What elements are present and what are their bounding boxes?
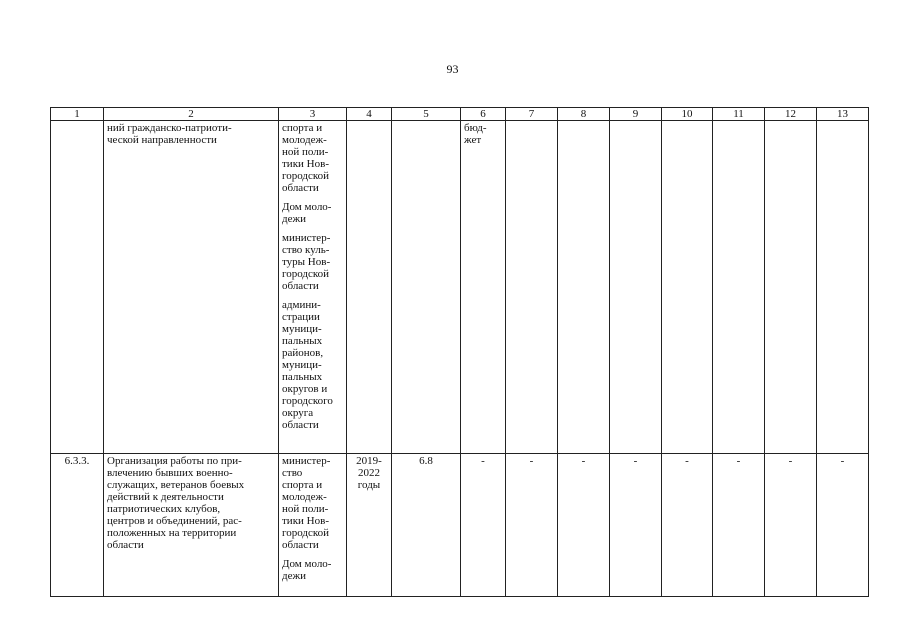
value-cell: - (817, 454, 869, 597)
value-cell: - (610, 454, 662, 597)
executor-entry: министер- ство куль- туры Нов- городской области (282, 232, 331, 292)
target-indicator-cell (392, 121, 461, 454)
header-row (51, 108, 869, 121)
executor-entry: министер- ство спорта и молодеж- ной поли- тики Нов- городской области (282, 455, 331, 551)
header-cell: 3 (279, 108, 347, 121)
program-table (50, 107, 869, 597)
value-cell: - (506, 454, 558, 597)
executor-cell (279, 121, 347, 454)
item-number-cell (51, 121, 104, 454)
value-cell (765, 121, 817, 454)
period-cell (347, 121, 392, 454)
header-cell: 13 (817, 108, 869, 121)
table-row (51, 454, 869, 597)
header-cell: 10 (662, 108, 713, 121)
value-cell (558, 121, 610, 454)
executor-entry: админи- страции муници- пальных районов, муници- пальных округов и городского округа области (282, 299, 333, 431)
header-cell: 8 (558, 108, 610, 121)
header-cell: 4 (347, 108, 392, 121)
value-cell: - (461, 454, 506, 597)
value-cell (506, 121, 558, 454)
activity-name-cell: ний гражданско-патриоти- ческой направленности (104, 121, 279, 454)
value-cell (610, 121, 662, 454)
value-cell (817, 121, 869, 454)
page-number: 93 (446, 62, 459, 76)
executor-entry: спорта и молодеж- ной поли- тики Нов- городской области (282, 122, 330, 194)
value-cell: - (558, 454, 610, 597)
header-cell: 6 (461, 108, 506, 121)
value-cell: - (765, 454, 817, 597)
table-row (51, 121, 869, 454)
header-cell: 1 (51, 108, 104, 121)
value-cell (713, 121, 765, 454)
funding-source-cell: бюд- жет (461, 121, 506, 454)
target-indicator-cell: 6.8 (392, 454, 461, 597)
executor-entry: Дом моло- дежи (282, 201, 332, 225)
value-cell (662, 121, 713, 454)
period-cell: 2019- 2022 годы (347, 454, 392, 597)
header-cell: 11 (713, 108, 765, 121)
header-cell: 9 (610, 108, 662, 121)
activity-name-cell: Организация работы по при- влечению бывших военно- служащих, ветеранов боевых действий к деятельности патриотических клубов, центров и объединений, рас- положенных на территории области (104, 454, 279, 597)
header-cell: 5 (392, 108, 461, 121)
value-cell: - (662, 454, 713, 597)
executor-entry: Дом моло- дежи (282, 558, 332, 582)
executor-cell (279, 454, 347, 597)
item-number-cell: 6.3.3. (51, 454, 104, 597)
header-cell: 12 (765, 108, 817, 121)
value-cell: - (713, 454, 765, 597)
header-cell: 7 (506, 108, 558, 121)
header-cell: 2 (104, 108, 279, 121)
